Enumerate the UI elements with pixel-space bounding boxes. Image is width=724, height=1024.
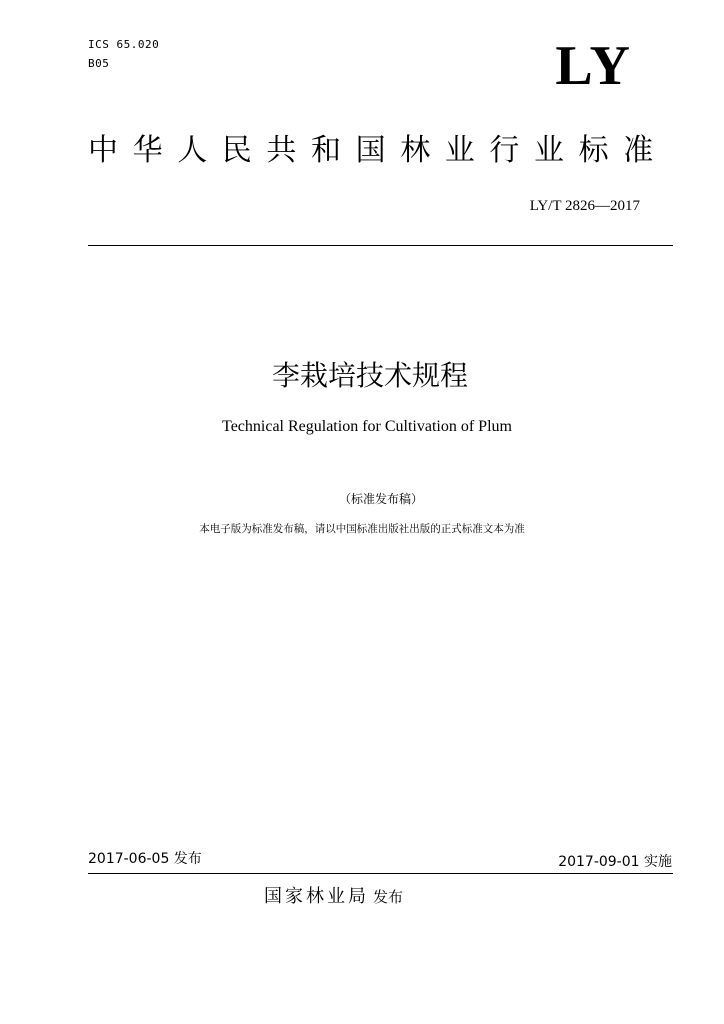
draft-label: （标准发布稿） [338, 492, 423, 506]
footer-divider [88, 873, 673, 874]
document-title-chinese: 李栽培技术规程 [271, 359, 468, 392]
issue-date: 2017-06-05 发布 [88, 851, 202, 867]
publisher-name: 国家林业局 [264, 886, 369, 907]
publisher-line [264, 882, 403, 908]
implementation-date: 2017-09-01 实施 [558, 854, 672, 870]
ics-code: ICS 65.020 [88, 38, 160, 51]
standard-type-heading: 中华人民共和国林业行业标准 [88, 133, 668, 168]
standard-number: LY/T 2826—2017 [529, 198, 640, 214]
document-title-english: Technical Regulation for Cultivation of Plum [222, 418, 512, 435]
standard-mark: LY [555, 35, 632, 97]
header-divider [88, 245, 673, 246]
publish-action: 发布 [373, 888, 404, 906]
ccs-code: B05 [88, 57, 110, 70]
edition-notice: 本电子版为标准发布稿，请以中国标准出版社出版的正式标准文本为准 [199, 523, 525, 535]
